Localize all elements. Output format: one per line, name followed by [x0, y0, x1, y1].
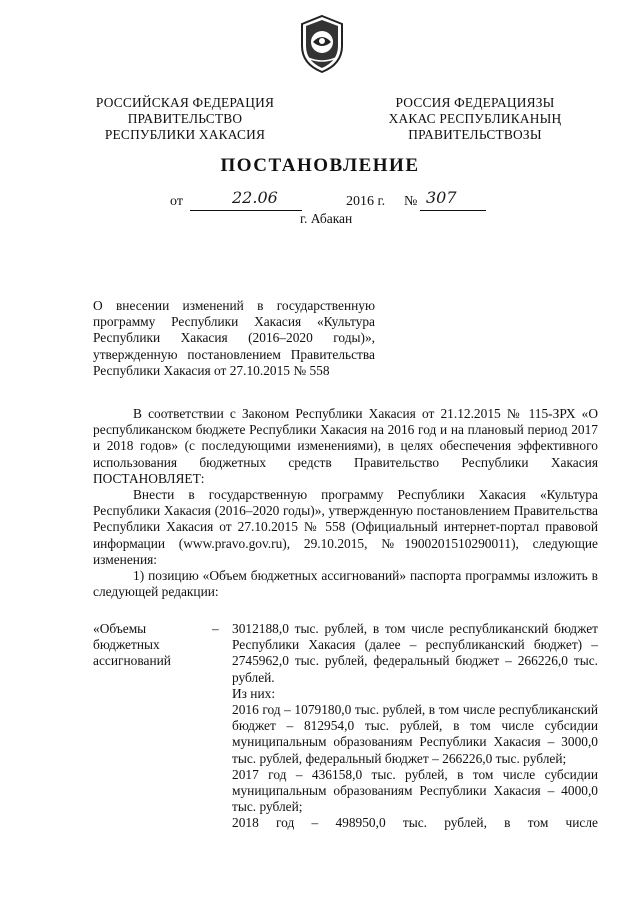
passport-row-label: «Объемы бюджетных ассигнований — [93, 621, 171, 669]
header-right-line-1: РОССИЯ ФЕДЕРАЦИЯЗЫ — [395, 95, 555, 110]
date-from-label: от — [170, 194, 183, 209]
coat-of-arms-icon — [298, 14, 346, 74]
header-right — [355, 95, 595, 143]
passport-row-value — [232, 621, 598, 832]
passport-value-line-2: Из них: — [232, 685, 276, 701]
passport-value-line-4: 2017 год – 436158,0 тыс. рублей, в том числе субсидии муниципальным образованиям Республики Хакасия – 4000,0 тыс. рублей; — [232, 766, 598, 815]
number-label: № — [404, 194, 418, 209]
header-left — [70, 95, 300, 143]
date-year: 2016 г. — [346, 194, 386, 209]
date-handwritten: 22.06 — [232, 188, 278, 207]
passport-value-line-5: 2018 год – 498950,0 тыс. рублей, в том числе — [232, 815, 598, 831]
body-paragraph-3: 1) позицию «Объем бюджетных ассигнований» паспорта программы изложить в следующей редакции: — [93, 568, 598, 600]
passport-value-line-3: 2016 год – 1079180,0 тыс. рублей, в том числе республиканский бюджет – 812954,0 тыс. рублей, в том числе субсидии муниципальным образованиям Республики Хакасия – 3000,0 тыс. рублей, федеральный бюджет – 266226,0 тыс. рублей; — [232, 702, 598, 766]
document-body — [93, 406, 598, 600]
body-paragraph-2: Внести в государственную программу Республики Хакасия «Культура Республики Хакасия (2016–2020 годы)», утвержденную постановлением Правительства Республики Хакасия от 27.10.2015 № 558 (Официальный интернет-портал правовой информации (www.pravo.gov.ru), 29.10.2015, №1900201510290011), следующие изменения: — [93, 487, 598, 567]
number-handwritten: 307 — [426, 188, 457, 207]
document-subject: О внесении изменений в государственную программу Республики Хакасия «Культура Республики Хакасия (2016–2020 годы)», утвержденную постановлением Правительства Республики Хакасия от 27.10.2015 № 558 — [93, 298, 375, 378]
header-left-line-1: РОССИЙСКАЯ ФЕДЕРАЦИЯ — [95, 95, 275, 110]
body-paragraph-1: В соответствии с Законом Республики Хакасия от 21.12.2015 № 115-ЗРХ «О республиканском бюджете Республики Хакасия на 2016 год и на плановый период 2017 и 2018 годов» (с последующими изменениями), в целях обеспечения эффективного использования бюджетных средств Правительство Республики Хакасия ПОСТАНОВЛЯЕТ: — [93, 406, 598, 486]
header-right-line-2: ХАКАС РЕСПУБЛИКАНЫҢ — [388, 111, 562, 126]
header-right-line-3: ПРАВИТЕЛЬСТВОЗЫ — [408, 127, 542, 142]
header-left-line-3: РЕСПУБЛИКИ ХАКАСИЯ — [104, 127, 266, 142]
passport-row-dash: – — [212, 621, 219, 636]
city-name: г. Абакан — [300, 211, 353, 226]
passport-value-line-1: 3012188,0 тыс. рублей, в том числе республиканский бюджет Республики Хакасия (далее – республиканский бюджет) – 2745962,0 тыс. рублей, федеральный бюджет – 266226,0 тыс. рублей. — [232, 621, 598, 685]
document-title: ПОСТАНОВЛЕНИЕ — [220, 155, 420, 176]
header-left-line-2: ПРАВИТЕЛЬСТВО — [127, 111, 243, 126]
